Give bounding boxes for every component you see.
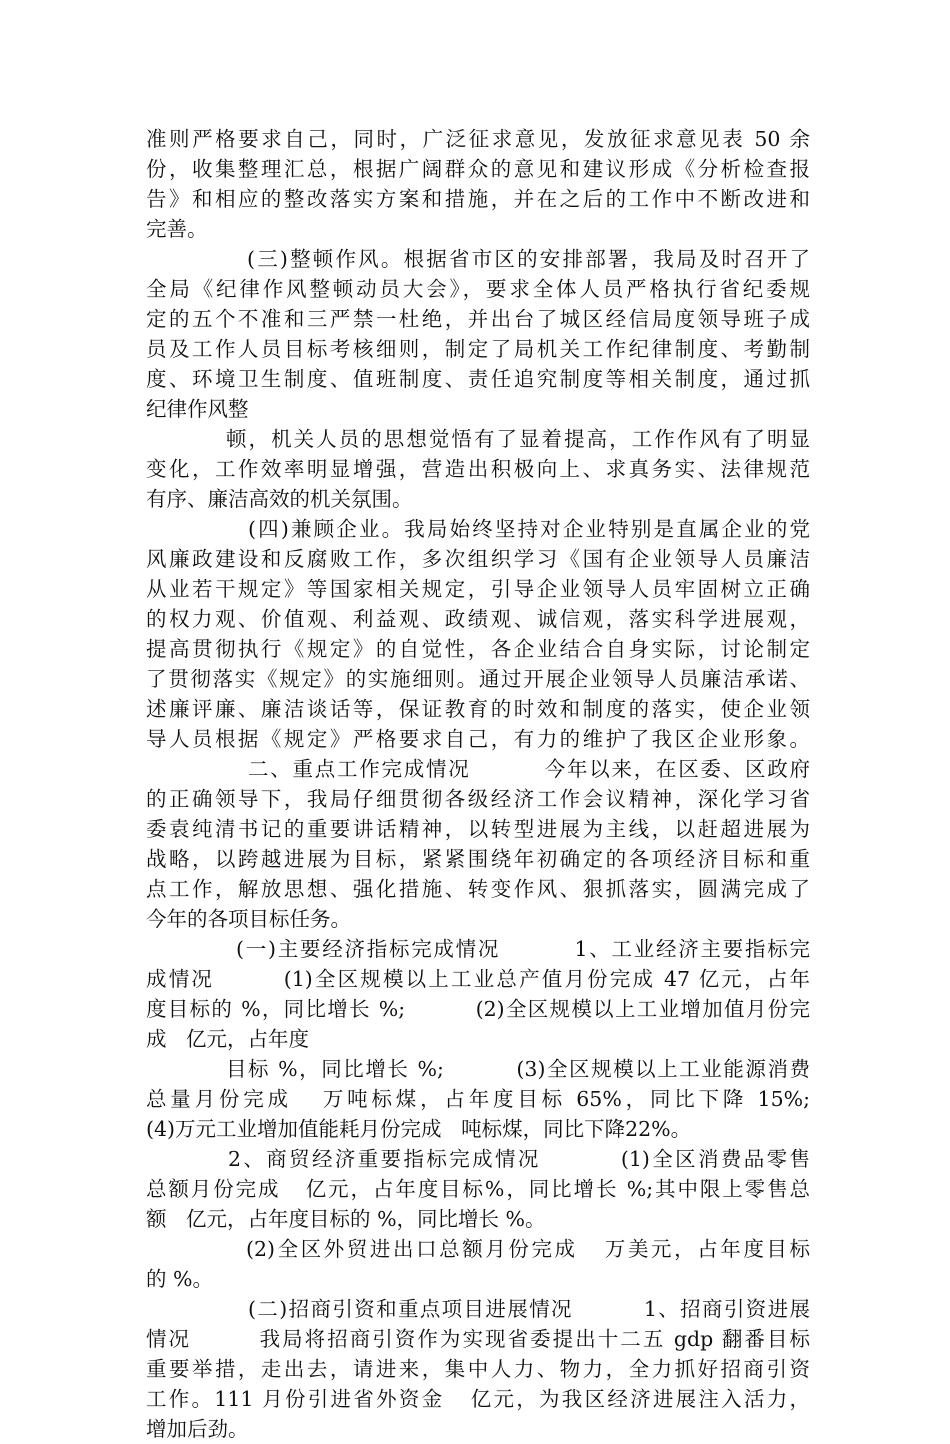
text-line: 全局《纪律作风整顿动员大会》，要求全体人员严格执行省纪委规 — [146, 277, 810, 301]
text-line: 重要举措，走出去，请进来，集中人力、物力，全力抓好招商引资 — [146, 1357, 810, 1381]
text-line: 委袁纯清书记的重要讲话精神，以转型进展为主线，以赶超进展为 — [146, 817, 810, 841]
text-line: 今年的各项目标任务。 — [146, 907, 351, 931]
text-line: 增加后劲。 — [146, 1417, 249, 1441]
text-line: 额 亿元，占年度目标的 %，同比增长 %。 — [146, 1207, 546, 1231]
text-line: 定的五个不准和三严禁一杜绝，并出台了城区经信局度领导班子成 — [146, 307, 810, 331]
text-line: 点工作，解放思想、强化措施、转变作风、狠抓落实，圆满完成了 — [146, 877, 810, 901]
text-line: 完善。 — [146, 217, 208, 241]
text-line: 有序、廉洁高效的机关氛围。 — [146, 487, 413, 511]
text-line: 2、商贸经济重要指标完成情况 (1)全区消费品零售 — [228, 1147, 810, 1171]
text-line: 战略，以跨越进展为目标，紧紧围绕年初确定的各项经济目标和重 — [146, 847, 810, 871]
text-line: 准则严格要求自己，同时，广泛征求意见，发放征求意见表 50 余 — [146, 127, 810, 151]
text-line: 总量月份完成 万吨标煤，占年度目标 65%，同比下降 15%; — [146, 1087, 810, 1111]
text-line: 告》和相应的整改落实方案和措施，并在之后的工作中不断改进和 — [146, 187, 810, 211]
text-line: 度、环境卫生制度、值班制度、责任追究制度等相关制度，通过抓 — [146, 367, 810, 391]
text-line: 的 %。 — [146, 1267, 213, 1291]
text-line: 从业若干规定》等国家相关规定，引导企业领导人员牢固树立正确 — [146, 577, 810, 601]
document-body — [146, 124, 810, 1444]
text-line: 提高贯彻执行《规定》的自觉性，各企业结合自身实际，讨论制定 — [146, 637, 810, 661]
section-heading-line: (三)整顿作风。根据省市区的安排部署，我局及时召开了 — [247, 247, 810, 271]
text-line: 总额月份完成 亿元，占年度目标%，同比增长 %;其中限上零售总 — [146, 1177, 810, 1201]
text-line: 工作。111 月份引进省外资金 亿元，为我区经济进展注入活力， — [146, 1387, 810, 1411]
section-heading-line: (四)兼顾企业。我局始终坚持对企业特别是直属企业的党 — [248, 517, 810, 541]
text-line: 顿，机关人员的思想觉悟有了显着提高，工作作风有了明显 — [226, 427, 810, 451]
text-line: 员及工作人员目标考核细则，制定了局机关工作纪律制度、考勤制 — [146, 337, 810, 361]
text-line: 度目标的 %，同比增长 %; (2)全区规模以上工业增加值月份完 — [146, 997, 810, 1021]
text-line: 的正确领导下，我局仔细贯彻各级经济工作会议精神，深化学习省 — [146, 787, 810, 811]
text-line: 情况 我局将招商引资作为实现省委提出十二五 gdp 翻番目标 — [146, 1327, 810, 1351]
section-heading-line: (二)招商引资和重点项目进展情况 1、招商引资进展 — [248, 1297, 810, 1321]
text-line: 纪律作风整 — [146, 397, 249, 421]
text-line: 成 亿元，占年度 — [146, 1027, 310, 1051]
text-line: 成情况 (1)全区规模以上工业总产值月份完成 47 亿元，占年 — [146, 967, 810, 991]
text-line: 目标 %，同比增长 %; (3)全区规模以上工业能源消费 — [226, 1057, 810, 1081]
text-line: (2)全区外贸进出口总额月份完成 万美元，占年度目标 — [246, 1237, 810, 1261]
text-line: 变化，工作效率明显增强，营造出积极向上、求真务实、法律规范 — [146, 457, 810, 481]
text-line: 风廉政建设和反腐败工作，多次组织学习《国有企业领导人员廉洁 — [146, 547, 810, 571]
text-line: 述廉评廉、廉洁谈话等，保证教育的时效和制度的落实，使企业领 — [146, 697, 810, 721]
section-heading-line: 二、重点工作完成情况 今年以来，在区委、区政府 — [248, 757, 810, 781]
text-line: 份，收集整理汇总，根据广阔群众的意见和建议形成《分析检查报 — [146, 157, 810, 181]
text-line: 的权力观、价值观、利益观、政绩观、诚信观，落实科学进展观， — [146, 607, 810, 631]
section-heading-line: (一)主要经济指标完成情况 1、工业经济主要指标完 — [236, 937, 810, 961]
text-line: 了贯彻落实《规定》的实施细则。通过开展企业领导人员廉洁承诺、 — [146, 667, 810, 691]
text-line: 导人员根据《规定》严格要求自己，有力的维护了我区企业形象。 — [146, 727, 810, 751]
text-line: (4)万元工业增加值能耗月份完成 吨标煤，同比下降22%。 — [146, 1117, 692, 1141]
